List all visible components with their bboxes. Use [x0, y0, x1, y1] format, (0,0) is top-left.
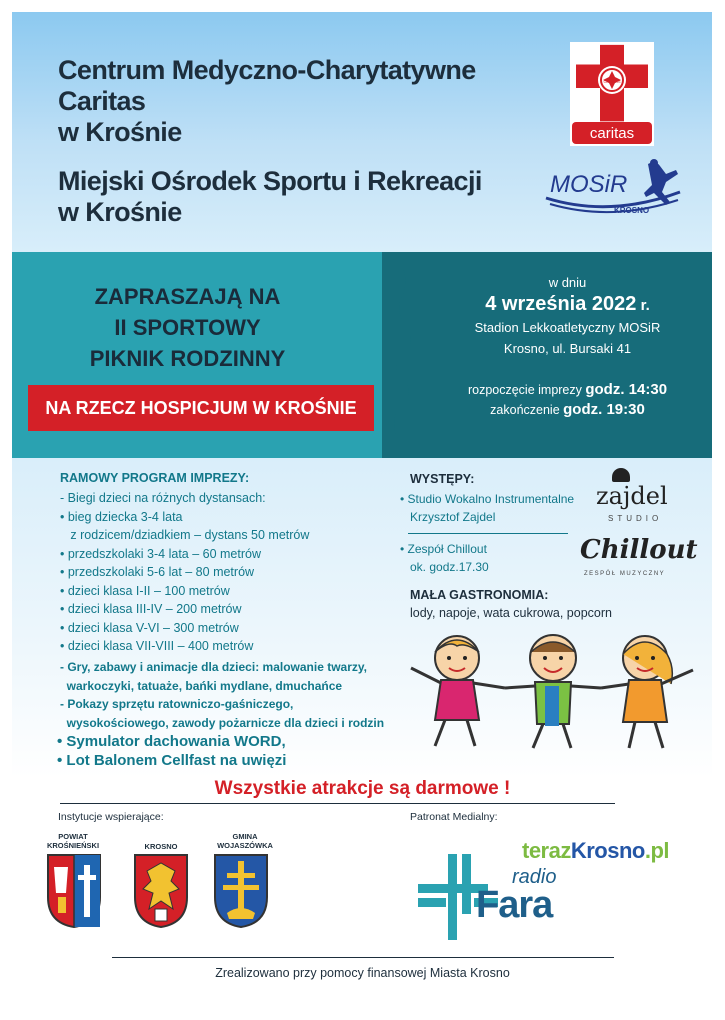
- chillout-word: Chillout: [580, 535, 698, 565]
- pl-part: .pl: [644, 838, 670, 863]
- program-item: z rodzicem/dziadkiem – dystans 50 metrów: [60, 528, 310, 542]
- radio-fara-logo: [418, 852, 578, 942]
- performances-heading: WYSTĘPY:: [410, 472, 475, 486]
- cause-box: NA RZECZ HOSPICJUM W KROŚNIE: [28, 385, 374, 431]
- radio-word: radio: [512, 866, 557, 888]
- venue-line: Stadion Lekkoatletyczny MOSiR: [474, 320, 661, 335]
- event-date-main: 4 września 2022: [485, 293, 637, 315]
- crest-label: KROSNO: [144, 842, 178, 851]
- free-attractions-text: Wszystkie atrakcje są darmowe !: [214, 778, 511, 799]
- attraction-big: • Symulator dachowania WORD,: [57, 733, 286, 750]
- program-extra: - Pokazy sprzętu ratowniczo-gaśniczego,: [60, 697, 294, 711]
- footer-text: Zrealizowano przy pomocy finansowej Miasta Krosno: [215, 966, 510, 980]
- wojaszowka-crest: [213, 853, 269, 934]
- program-list: [60, 489, 309, 656]
- program-heading: RAMOWY PROGRAM IMPREZY:: [60, 471, 250, 485]
- act-line: • Zespół Chillout: [400, 542, 487, 556]
- organizer-line: Miejski Ośrodek Sportu i Rekreacji: [58, 166, 482, 196]
- program-item: • dzieci klasa V-VI – 300 metrów: [60, 620, 239, 635]
- organizer-line: w Krośnie: [58, 117, 182, 147]
- caritas-logo: [570, 42, 654, 146]
- program-item: • przedszkolaki 3-4 lata – 60 metrów: [60, 546, 261, 561]
- crest-label: GMINA WOJASZÓWKA: [217, 832, 273, 850]
- kid-figure: [411, 636, 505, 746]
- chillout-logo: [580, 535, 698, 580]
- organizer-line: Caritas: [58, 86, 146, 116]
- zajdel-sub: STUDIO: [608, 514, 663, 523]
- act-line: ok. godz.17.30: [400, 560, 489, 574]
- organizer-line: w Krośnie: [58, 197, 182, 227]
- end-time: godz. 19:30: [563, 401, 645, 418]
- kid-figure: [601, 636, 693, 748]
- chillout-sub: ZESPÓŁ MUZYCZNY: [584, 571, 666, 577]
- zajdel-word: zajdel: [596, 482, 668, 510]
- microphone-icon: [612, 468, 630, 482]
- program-item: • dzieci klasa I-II – 100 metrów: [60, 583, 230, 598]
- invite-line: ZAPRASZAJĄ NA: [94, 284, 281, 309]
- divider: [408, 533, 568, 534]
- end-label: zakończenie: [490, 403, 564, 417]
- event-date: [425, 293, 710, 316]
- organizer-line: Centrum Medyczno-Charytatywne: [58, 55, 476, 85]
- start-time-line: [425, 381, 710, 398]
- teraz-part: teraz: [522, 838, 571, 863]
- crest-label: POWIAT KROŚNIEŃSKI: [46, 832, 100, 850]
- program-extras: [60, 658, 384, 732]
- attraction-big: • Lot Balonem Cellfast na uwięzi: [57, 752, 287, 769]
- act-line: • Studio Wokalno Instrumentalne: [400, 492, 575, 506]
- start-time: godz. 14:30: [585, 381, 668, 398]
- divider: [60, 803, 615, 804]
- mosir-logo: [540, 158, 690, 220]
- end-time-line: [425, 401, 710, 418]
- caritas-word: caritas: [589, 125, 635, 142]
- kid-figure: [505, 635, 601, 748]
- program-item: - Biegi dzieci na różnych dystansach:: [60, 491, 266, 505]
- venue-line: Krosno, ul. Bursaki 41: [503, 341, 632, 356]
- program-item: • dzieci klasa III-IV – 200 metrów: [60, 602, 242, 616]
- date-intro: w dniu: [548, 275, 587, 290]
- program-extra: warkoczyki, tatuaże, bańki mydlane, dmuchańce: [60, 678, 343, 693]
- supporters-label: Instytucje wspierające:: [58, 811, 164, 823]
- gastro-heading: MAŁA GASTRONOMIA:: [410, 588, 549, 602]
- kids-illustration: [405, 628, 705, 758]
- krosno-part: Krosno: [570, 838, 645, 863]
- mosir-city: KROSNO: [614, 206, 650, 215]
- program-item: • przedszkolaki 5-6 lat – 80 metrów: [60, 565, 255, 579]
- divider: [112, 957, 614, 958]
- krosno-crest: [133, 853, 189, 934]
- invite-line: PIKNIK RODZINNY: [89, 346, 286, 371]
- event-date-suffix: r.: [636, 297, 650, 314]
- profile-silhouette: [372, 252, 432, 458]
- program-item: • dzieci klasa VII-VIII – 400 metrów: [60, 639, 254, 653]
- program-extra: wysokościowego, zawody pożarnicze dla dzieci i rodzin: [60, 715, 385, 730]
- zajdel-logo: [596, 468, 686, 528]
- act-line: Krzysztof Zajdel: [400, 510, 496, 524]
- media-label: Patronat Medialny:: [410, 811, 498, 823]
- program-item: • bieg dziecka 3-4 lata: [60, 509, 183, 524]
- gastro-text: lody, napoje, wata cukrowa, popcorn: [410, 606, 612, 620]
- invite-line: II SPORTOWY: [114, 315, 261, 340]
- caritas-ring-text: CARITAS: [603, 79, 621, 84]
- start-label: rozpoczęcie imprezy: [467, 383, 586, 397]
- powiat-crest: [46, 853, 102, 934]
- fara-word: Fara: [476, 884, 553, 926]
- mosir-word: MOSiR: [550, 171, 628, 198]
- program-extra: - Gry, zabawy i animacje dla dzieci: malowanie twarzy,: [60, 660, 367, 674]
